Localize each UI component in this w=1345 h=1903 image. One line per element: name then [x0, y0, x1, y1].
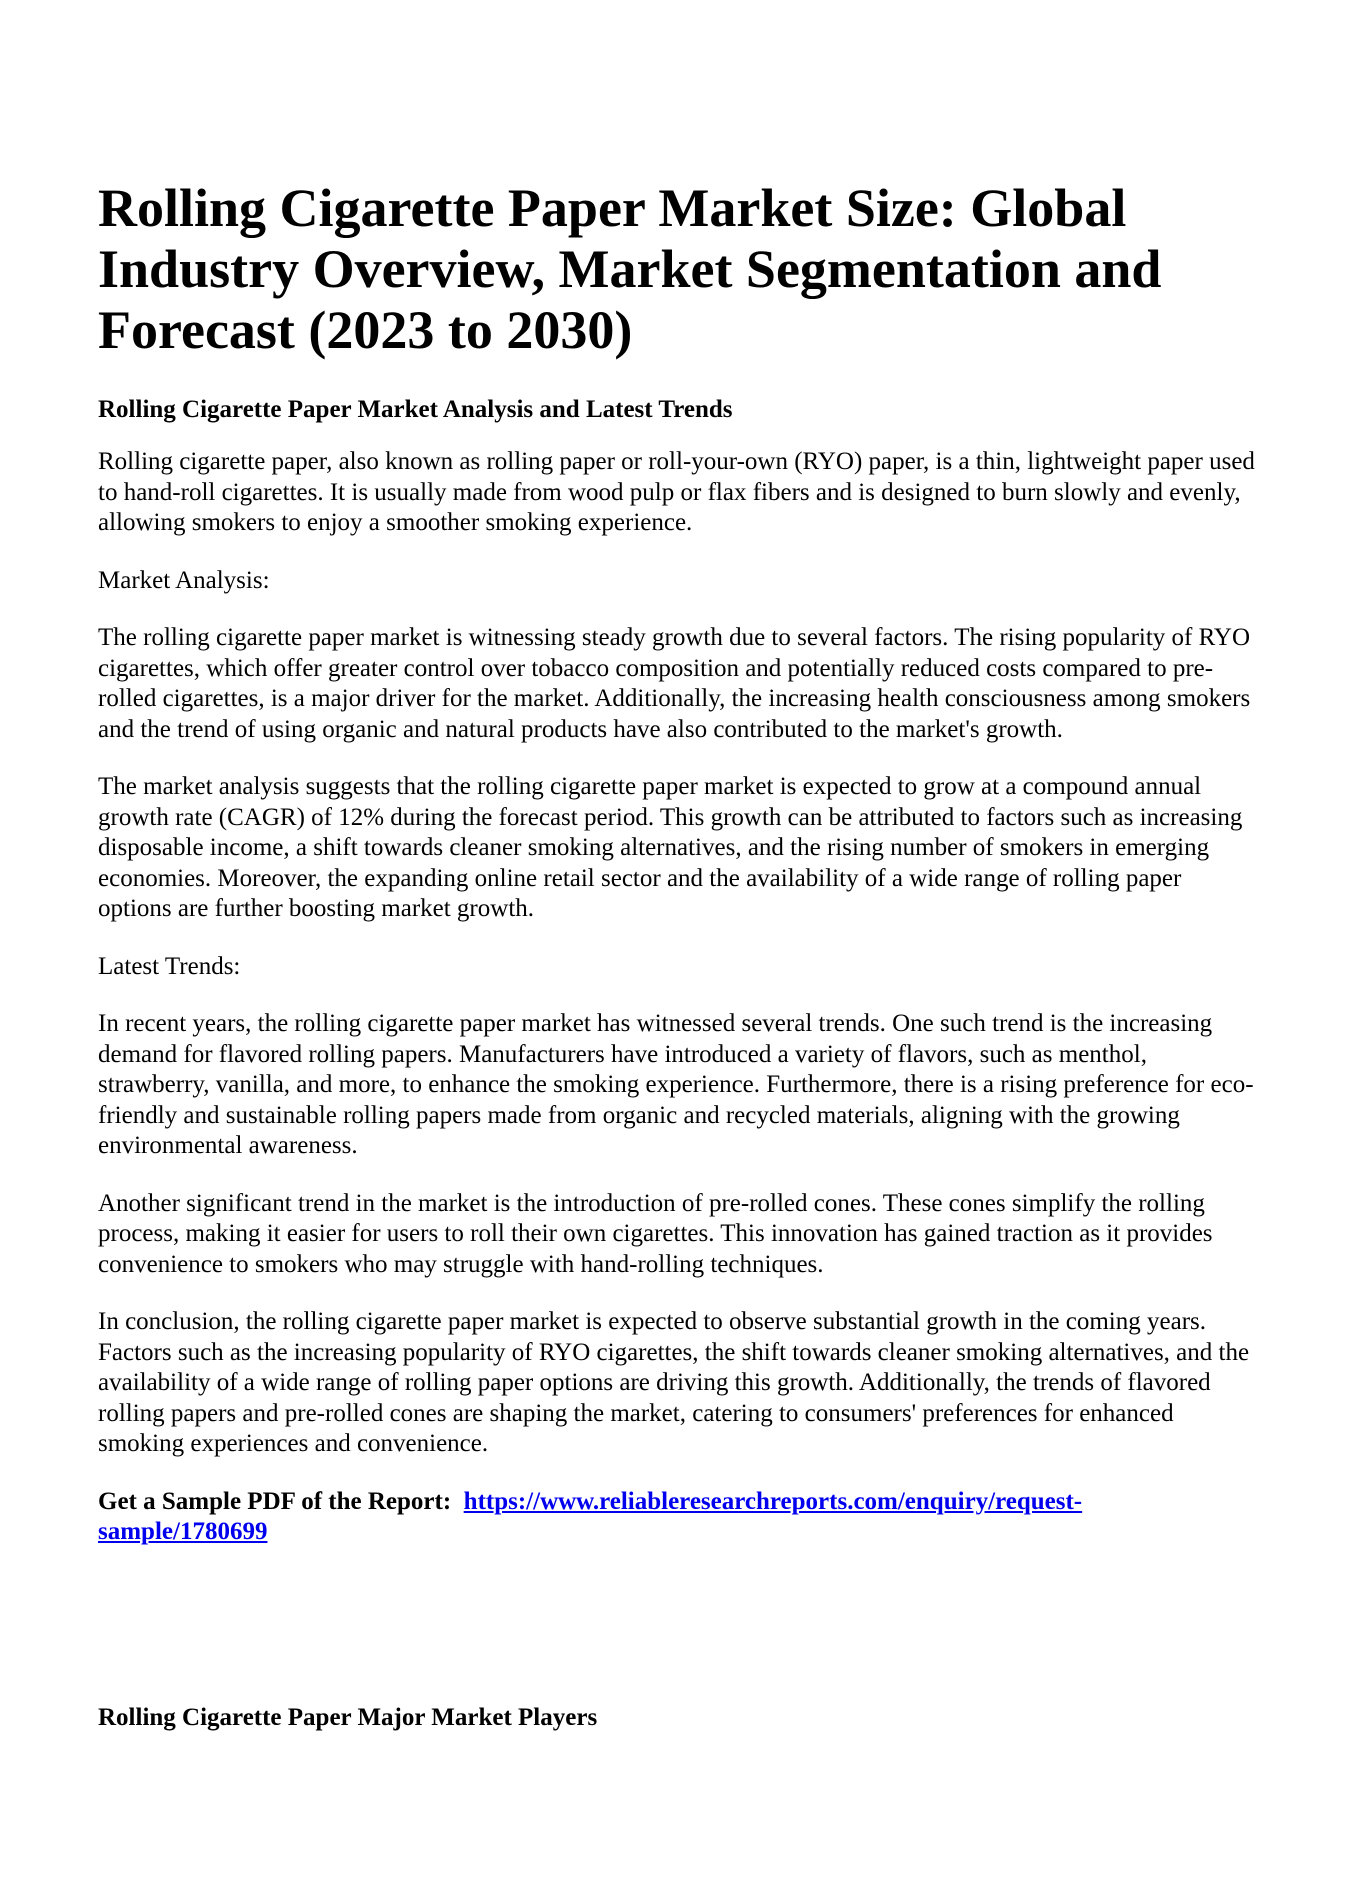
major-market-players-heading: Rolling Cigarette Paper Major Market Players: [98, 1704, 598, 1731]
conclusion-paragraph: In conclusion, the rolling cigarette paper market is expected to observe substantial growth in the coming years. Factors such as the increasing popularity of RYO cigarettes, the shift towards cleaner smoking alternatives, and the availability of a wide range of rolling paper options are driving this growth. Additionally, the trends of flavored rolling papers and pre-rolled cones are shaping the market, catering to consumers' preferences for enhanced smoking experiences and convenience.: [98, 1308, 1250, 1457]
document-page: [98, 178, 1258, 1731]
latest-trends-paragraph-2: Another significant trend in the market is the introduction of pre-rolled cones. These cones simplify the rolling process, making it easier for users to roll their own cigarettes. This innovation has gained traction as it provides convenience to smokers who may struggle with hand-rolling techniques.: [98, 1189, 1213, 1278]
intro-paragraph: Rolling cigarette paper, also known as rolling paper or roll-your-own (RYO) paper, is a thin, lightweight paper used to hand-roll cigarettes. It is usually made from wood pulp or flax fibers and is designed to burn slowly and evenly, allowing smokers to enjoy a smoother smoking experience.: [98, 448, 1255, 536]
market-analysis-label: Market Analysis:: [98, 566, 270, 594]
document-title: Rolling Cigarette Paper Market Size: Global Industry Overview, Market Segmentation and Forecast (2023 to 2030): [98, 178, 1162, 360]
latest-trends-paragraph-1: In recent years, the rolling cigarette paper market has witnessed several trends. One such trend is the increasing demand for flavored rolling papers. Manufacturers have introduced a variety of flavors, such as menthol, strawberry, vanilla, and more, to enhance the smoking experience. Furthermore, there is a rising preference for eco-friendly and sustainable rolling papers made from organic and recycled materials, aligning with the growing environmental awareness.: [98, 1010, 1254, 1159]
section-heading-analysis-trends: Rolling Cigarette Paper Market Analysis and Latest Trends: [98, 396, 733, 423]
sample-link-line-1: https://www.reliableresearchreports.com/enquiry/request-: [463, 1487, 1083, 1515]
market-analysis-paragraph-2: The market analysis suggests that the rolling cigarette paper market is expected to grow at a compound annual growth rate (CAGR) of 12% during the forecast period. This growth can be attributed to factors such as increasing disposable income, a shift towards cleaner smoking alternatives, and the rising number of smokers in emerging economies. Moreover, the expanding online retail sector and the availability of a wide range of rolling paper options are further boosting market growth.: [98, 773, 1243, 922]
latest-trends-label: Latest Trends:: [98, 952, 241, 980]
sample-request-block: [98, 1487, 1258, 1548]
sample-link-line-2: sample/1780699: [98, 1518, 268, 1545]
market-analysis-paragraph-1: The rolling cigarette paper market is witnessing steady growth due to several factors. The rising popularity of RYO cigarettes, which offer greater control over tobacco composition and potentially reduced costs compared to pre-rolled cigarettes, is a major driver for the market. Additionally, the increasing health consciousness among smokers and the trend of using organic and natural products have also contributed to the market's growth.: [98, 624, 1251, 743]
sample-request-label: Get a Sample PDF of the Report:: [98, 1487, 452, 1515]
